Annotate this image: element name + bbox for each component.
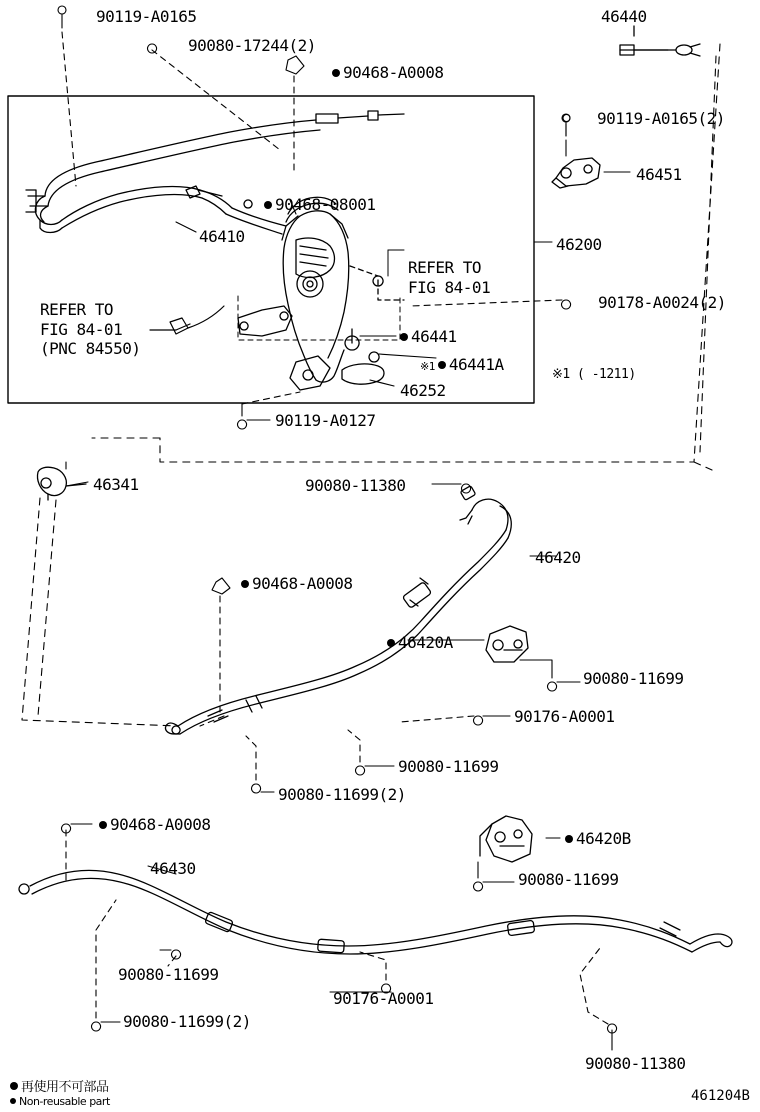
label-90176-A0001-b: 90176-A0001 xyxy=(333,989,434,1008)
nonreusable-dot-icon xyxy=(438,361,446,369)
nonreusable-dot-icon xyxy=(400,333,408,341)
nonreusable-dot-icon xyxy=(264,201,272,209)
label-46420: 46420 xyxy=(535,548,581,567)
refer-to-left xyxy=(40,300,140,359)
nonreusable-dot-icon xyxy=(565,835,573,843)
nonreusable-dot-icon xyxy=(10,1098,16,1104)
label-90468-A0008-top: 90468-A0008 xyxy=(332,64,443,82)
legend xyxy=(10,1081,110,1108)
nonreusable-dot-icon xyxy=(332,69,340,77)
refer-to-right-line1: REFER TO xyxy=(408,258,482,277)
label-90176-A0001-a: 90176-A0001 xyxy=(514,707,615,726)
label-90119-A0165: 90119-A0165 xyxy=(96,7,197,26)
note-marker-1: ※1 xyxy=(420,360,435,373)
label-90080-17244-2: 90080-17244(2) xyxy=(188,36,316,55)
label-46451: 46451 xyxy=(636,165,682,184)
refer-to-right xyxy=(408,258,490,297)
diagram-code: 461204B xyxy=(690,1088,750,1104)
legend-en: Non-reusable part xyxy=(10,1096,110,1108)
refer-to-left-line1: REFER TO xyxy=(40,300,114,319)
nonreusable-dot-icon xyxy=(387,639,395,647)
label-90080-11699-c: 90080-11699 xyxy=(518,870,619,889)
label-90080-11699-b: 90080-11699 xyxy=(398,757,499,776)
nonreusable-dot-icon xyxy=(10,1082,18,1090)
nonreusable-dot-icon xyxy=(241,580,249,588)
refer-to-left-line3: (PNC 84550) xyxy=(40,339,141,359)
nonreusable-dot-icon xyxy=(99,821,107,829)
label-90468-A0008-low: 90468-A0008 xyxy=(99,816,210,834)
label-90080-11380-upper: 90080-11380 xyxy=(305,476,406,495)
label-46410: 46410 xyxy=(199,227,245,246)
note-1: ※1 ( -1211) xyxy=(552,367,636,382)
label-46420B: 46420B xyxy=(565,830,631,848)
label-90080-11699-2-a: 90080-11699(2) xyxy=(278,785,406,804)
label-90468-A0008-mid: 90468-A0008 xyxy=(241,575,352,593)
label-90080-11380-lower: 90080-11380 xyxy=(585,1054,686,1073)
label-90119-A0165-2: 90119-A0165(2) xyxy=(597,109,725,128)
label-90119-A0127: 90119-A0127 xyxy=(275,411,376,430)
legend-jp: 再使用不可部品 xyxy=(10,1081,110,1096)
label-90178-A0024-2: 90178-A0024(2) xyxy=(598,293,726,312)
refer-to-left-line2: FIG 84-01 xyxy=(40,319,123,339)
label-90080-11699-2-b: 90080-11699(2) xyxy=(123,1012,251,1031)
label-90080-11699-d: 90080-11699 xyxy=(118,965,219,984)
label-46430: 46430 xyxy=(150,859,196,878)
label-46200: 46200 xyxy=(556,235,602,254)
label-46441A: ※1 46441A xyxy=(420,355,504,374)
label-90468-08001: 90468-08001 xyxy=(264,196,375,214)
refer-to-right-line2: FIG 84-01 xyxy=(408,277,491,297)
label-46440: 46440 xyxy=(601,7,647,26)
label-46341: 46341 xyxy=(93,475,139,494)
label-46252: 46252 xyxy=(400,381,446,400)
label-90080-11699-a: 90080-11699 xyxy=(583,669,684,688)
label-46420A: 46420A xyxy=(387,634,453,652)
label-46441: 46441 xyxy=(400,328,457,346)
